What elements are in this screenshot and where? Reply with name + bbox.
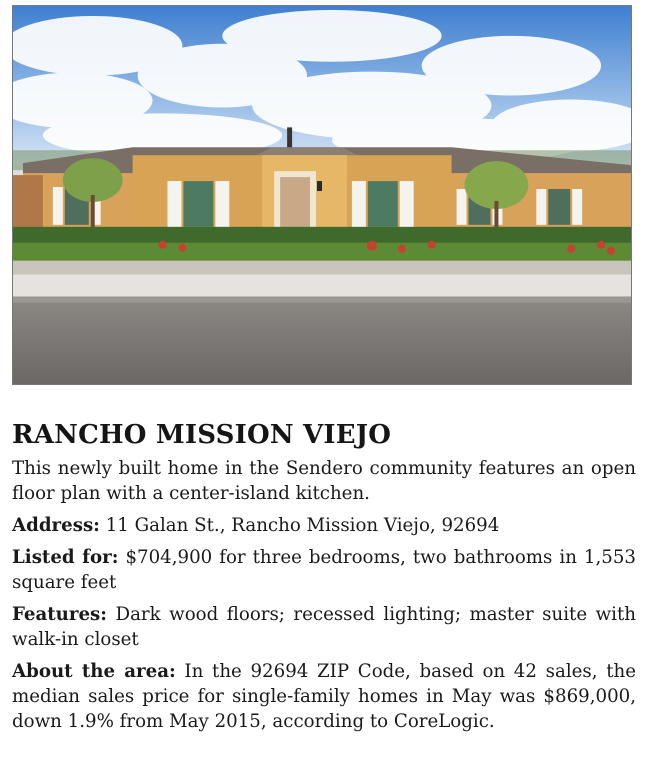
features-label: Features: — [12, 604, 108, 625]
listed-value: $704,900 for three bedrooms, two bathrooms in 1,553 square feet — [12, 547, 636, 593]
listing-body — [12, 456, 636, 741]
intro-text: This newly built home in the Sendero community features an open floor plan with a center-island kitchen. — [12, 458, 636, 504]
house-photo-illustration — [13, 6, 631, 384]
area-value: In the 92694 ZIP Code, based on 42 sales, the median sales price for single-family homes in May was $869,000, down 1.9% from May 2015, according to CoreLogic. — [12, 661, 637, 732]
listed-label: Listed for: — [12, 547, 119, 568]
features-line — [12, 602, 636, 652]
listed-line — [12, 545, 636, 595]
headline: RANCHO MISSION VIEJO — [12, 420, 392, 450]
address-line — [12, 513, 636, 538]
area-line — [12, 659, 636, 734]
area-label: About the area: — [12, 661, 176, 682]
features-value: Dark wood floors; recessed lighting; master suite with walk-in closet — [12, 604, 636, 650]
house-photo — [12, 5, 632, 385]
address-value: 11 Galan St., Rancho Mission Viejo, 92694 — [99, 515, 500, 536]
address-label: Address: — [12, 515, 100, 536]
